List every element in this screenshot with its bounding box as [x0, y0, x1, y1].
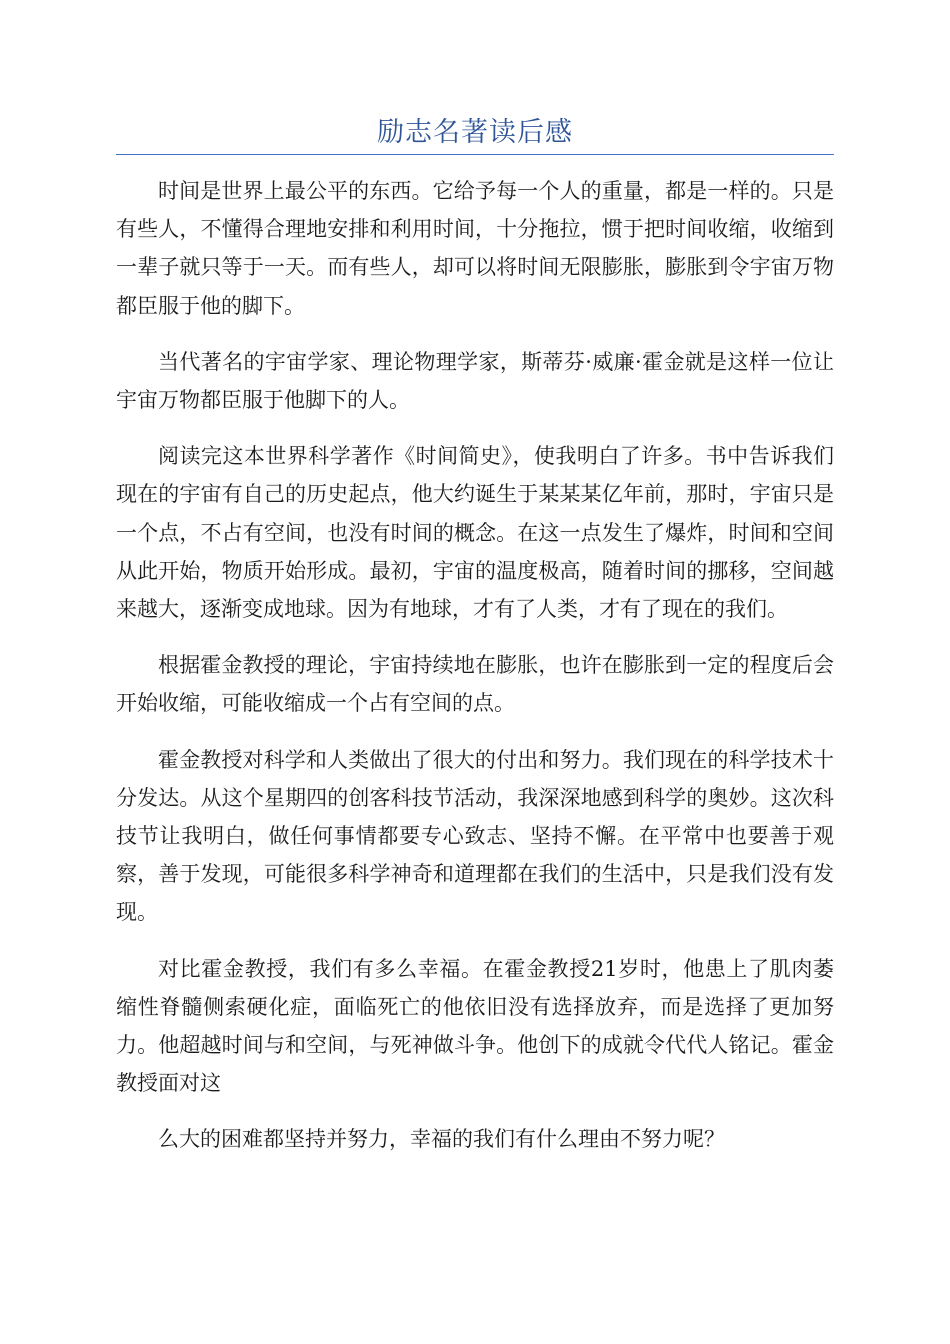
paragraph-6: 对比霍金教授，我们有多么幸福。在霍金教授21岁时，他患上了肌肉萎缩性脊髓侧索硬化症，面临死亡的他依旧没有选择放弃，而是选择了更加努力。他超越时间与和空间，与死神做斗争。他创下的成就令代代人铭记。霍金教授面对这	[116, 956, 834, 1096]
paragraph-5: 霍金教授对科学和人类做出了很大的付出和努力。我们现在的科学技术十分发达。从这个星期四的创客科技节活动，我深深地感到科学的奥妙。这次科技节让我明白，做任何事情都要专心致志、坚持不懈。在平常中也要善于观察，善于发现，可能很多科学神奇和道理都在我们的生活中，只是我们没有发现。	[116, 747, 834, 925]
paragraph-2: 当代著名的宇宙学家、理论物理学家，斯蒂芬·威廉·霍金就是这样一位让宇宙万物都臣服于他脚下的人。	[116, 349, 834, 413]
paragraph-1: 时间是世界上最公平的东西。它给予每一个人的重量，都是一样的。只是有些人，不懂得合理地安排和利用时间，十分拖拉，惯于把时间收缩，收缩到一辈子就只等于一天。而有些人，却可以将时间无限膨胀，膨胀到令宇宙万物都臣服于他的脚下。	[116, 179, 834, 318]
paragraph-7: 么大的困难都坚持并努力，幸福的我们有什么理由不努力呢？	[158, 1127, 725, 1152]
document-title: 励志名著读后感	[377, 117, 573, 148]
paragraph-4: 根据霍金教授的理论，宇宙持续地在膨胀，也许在膨胀到一定的程度后会开始收缩，可能收缩成一个占有空间的点。	[116, 653, 834, 716]
document-body	[116, 172, 834, 1177]
title-underline	[116, 154, 834, 155]
paragraph-3: 阅读完这本世界科学著作《时间简史》，使我明白了许多。书中告诉我们现在的宇宙有自己的历史起点，他大约诞生于某某某亿年前，那时，宇宙只是一个点，不占有空间，也没有时间的概念。在这一点发生了爆炸，时间和空间从此开始，物质开始形成。最初，宇宙的温度极高，随着时间的挪移，空间越来越大，逐渐变成地球。因为有地球，才有了人类，才有了现在的我们。	[116, 444, 834, 622]
